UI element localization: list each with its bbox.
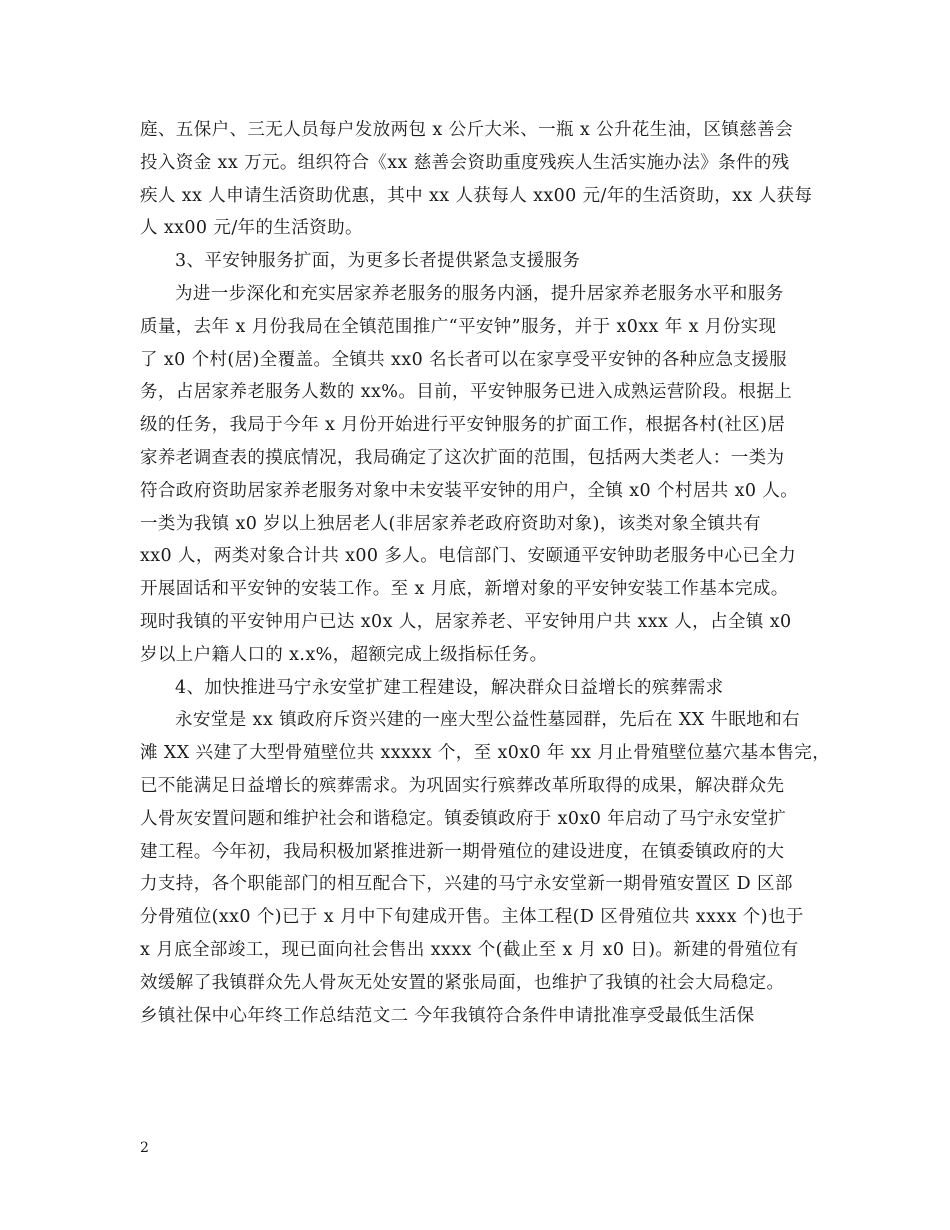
section-heading-3: 3、平安钟服务扩面，为更多长者提供紧急支援服务 <box>175 251 581 272</box>
text-line: 已不能满足日益增长的殡葬需求。为巩固实行殡葬改革所取得的成果，解决群众先 <box>140 775 785 796</box>
text-line: 疾人 xx 人申请生活资助优惠，其中 xx 人获每人 xx00 元/年的生活资助，xx 人获每 <box>140 185 813 206</box>
text-line: 一类为我镇 x0 岁以上独居老人(非居家养老政府资助对象)，该类对象全镇共有 <box>140 513 761 534</box>
document-body <box>140 114 831 1032</box>
text-line: 效缓解了我镇群众先人骨灰无处安置的紧张局面，也维护了我镇的社会大局稳定。 <box>140 972 785 993</box>
text-line: 庭、五保户、三无人员每户发放两包 x 公斤大米、一瓶 x 公升花生油，区镇慈善会 <box>140 120 793 140</box>
text-line: 现时我镇的平安钟用户已达 x0x 人，居家养老、平安钟用户共 xxx 人，占全镇 x0 <box>140 611 792 632</box>
text-line: 人骨灰安置问题和维护社会和谐稳定。镇委镇政府于 x0x0 年启动了马宁永安堂扩 <box>140 808 787 829</box>
text-line: 乡镇社保中心年终工作总结范文二 今年我镇符合条件申请批准享受最低生活保 <box>140 1005 755 1026</box>
text-line: 人 xx00 元/年的生活资助。 <box>140 218 363 239</box>
text-line: 务，占居家养老服务人数的 xx%。目前，平安钟服务已进入成熟运营阶段。根据上 <box>140 382 793 403</box>
text-line: 投入资金 xx 万元。组织符合《xx 慈善会资助重度残疾人生活实施办法》条件的残 <box>140 152 790 173</box>
text-line: 家养老调查表的摸底情况，我局确定了这次扩面的范围，包括两大类老人：一类为 <box>140 447 785 468</box>
text-line: 为进一步深化和充实居家养老服务的服务内涵，提升居家养老服务水平和服务 <box>175 283 784 304</box>
text-line: 了 x0 个村(居)全覆盖。全镇共 xx0 名长者可以在家享受平安钟的各种应急支援服 <box>140 349 788 370</box>
text-line: 永安堂是 xx 镇政府斥资兴建的一座大型公益性墓园群，先后在 XX 牛眠地和右 <box>175 710 801 731</box>
text-line: 符合政府资助居家养老服务对象中未安装平安钟的用户，全镇 x0 个村居共 x0 人。 <box>140 480 799 501</box>
text-line: x 月底全部竣工，现已面向社会售出 xxxx 个(截止至 x 月 x0 日)。新建的骨殖位有 <box>140 939 799 960</box>
text-line: 滩 XX 兴建了大型骨殖壁位共 xxxxx 个，至 x0x0 年 xx 月止骨殖壁位墓穴基本售完， <box>140 743 831 764</box>
section-heading-4: 4、加快推进马宁永安堂扩建工程建设，解决群众日益增长的殡葬需求 <box>175 677 724 698</box>
text-line: xx0 人，两类对象合计共 x00 多人。电信部门、安颐通平安钟助老服务中心已全力 <box>140 546 797 567</box>
page-number: 2 <box>140 1140 149 1156</box>
text-line: 开展固话和平安钟的安装工作。至 x 月底，新增对象的平安钟安装工作基本完成。 <box>140 579 789 600</box>
text-line: 级的任务，我局于今年 x 月份开始进行平安钟服务的扩面工作，根据各村(社区)居 <box>140 415 786 436</box>
text-line: 分骨殖位(xx0 个)已于 x 月中下旬建成开售。主体工程(D 区骨殖位共 xxxx 个)也于 <box>140 907 804 928</box>
text-line: 岁以上户籍人口的 x.x%，超额完成上级指标任务。 <box>140 644 548 665</box>
text-line: 质量，去年 x 月份我局在全镇范围推广“平安钟”服务，并于 x0xx 年 x 月份实现 <box>140 316 777 337</box>
text-line: 建工程。今年初，我局积极加紧推进新一期骨殖位的建设进度，在镇委镇政府的大 <box>140 841 785 862</box>
text-line: 力支持，各个职能部门的相互配合下，兴建的马宁永安堂新一期骨殖安置区 D 区部 <box>140 874 793 895</box>
